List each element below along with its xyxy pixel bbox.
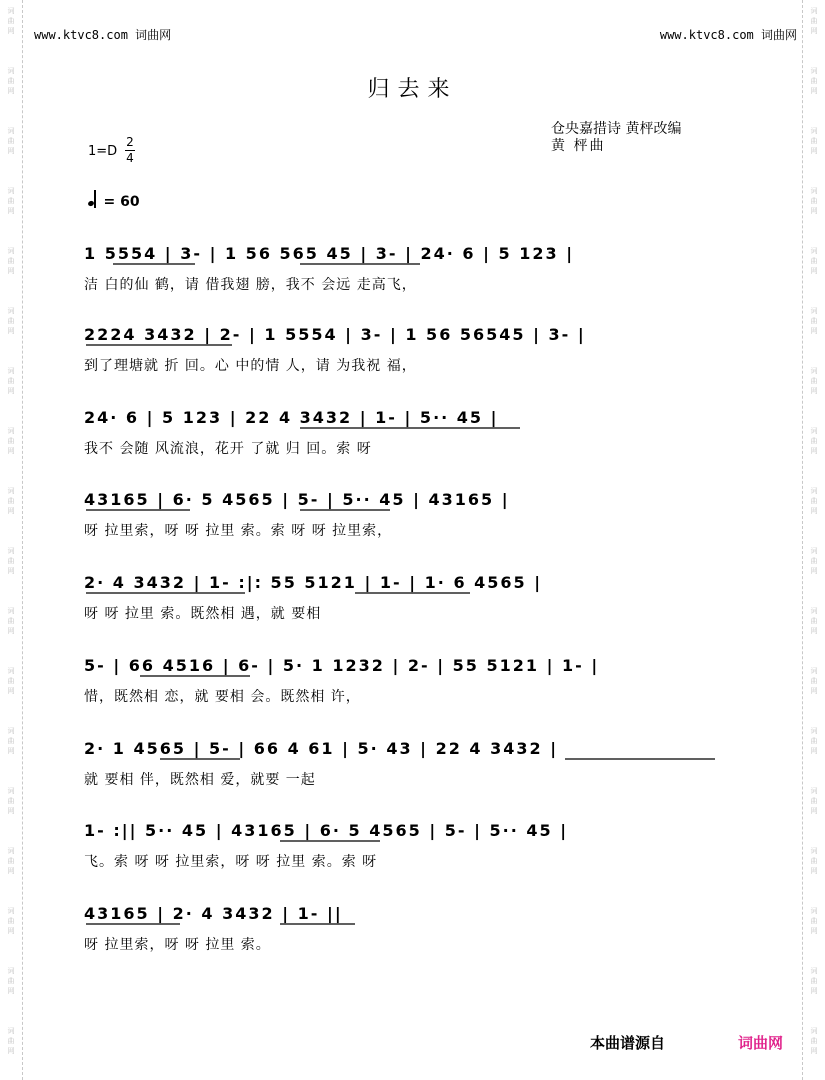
lyrics-row-3: 我不 会随 风流浪，花开 了就 归 回。索 呀 xyxy=(84,441,372,457)
side-watermark-text: 词 曲 网 xyxy=(810,607,818,635)
lyrics-row-2: 到了理塘就 折 回。心 中的情 人，请 为我祝 福， xyxy=(84,358,417,374)
footer-source-label: 本曲谱源自 xyxy=(590,1034,666,1052)
side-watermark-text: 词 曲 网 xyxy=(810,1027,818,1055)
footer-site-link[interactable]: 词曲网 xyxy=(738,1034,784,1052)
side-watermark-text: 词 曲 网 xyxy=(810,667,818,695)
lyrics-row-1: 洁 白的仙 鹤，请 借我翅 膀，我不 会远 走高飞， xyxy=(84,277,417,293)
notation-row-1: 1 5554 | 3- | 1 56 565 45 | 3- | 24· 6 | 5 123 | xyxy=(84,244,575,263)
side-watermark-text: 词 曲 网 xyxy=(7,607,15,635)
side-watermark-text: 词 曲 网 xyxy=(810,187,818,215)
side-watermark-text: 词 曲 网 xyxy=(810,247,818,275)
side-watermark-text: 词 曲 网 xyxy=(810,127,818,155)
side-watermark-text: 词 曲 网 xyxy=(810,787,818,815)
side-watermark-text: 词 曲 网 xyxy=(7,667,15,695)
side-watermark-text: 词 曲 网 xyxy=(7,7,15,35)
side-watermark-text: 词 曲 网 xyxy=(810,7,818,35)
side-watermark-text: 词 曲 网 xyxy=(810,367,818,395)
side-watermark-text: 词 曲 网 xyxy=(810,307,818,335)
lyrics-row-5: 呀 呀 拉里 索。既然相 遇，就 要相 xyxy=(84,606,322,622)
side-watermark-text: 词 曲 网 xyxy=(7,67,15,95)
lyrics-row-9: 呀 拉里索，呀 呀 拉里 索。 xyxy=(84,937,271,953)
notation-row-4: 43165 | 6· 5 4565 | 5- | 5·· 45 | 43165 | xyxy=(84,490,510,509)
side-watermark-text: 词 曲 网 xyxy=(7,727,15,755)
lyrics-row-4: 呀 拉里索，呀 呀 拉里 索。索 呀 呀 拉里索， xyxy=(84,523,393,539)
time-signature-top: 2 xyxy=(126,135,134,149)
side-watermark-text: 词 曲 网 xyxy=(810,427,818,455)
side-watermark-text: 词 曲 网 xyxy=(7,967,15,995)
side-watermark-text: 词 曲 网 xyxy=(7,127,15,155)
side-watermark-text: 词 曲 网 xyxy=(7,907,15,935)
notation-row-5: 2· 4 3432 | 1- :|: 55 5121 | 1- | 1· 6 4565 | xyxy=(84,573,543,592)
side-watermark-text: 词 曲 网 xyxy=(810,727,818,755)
side-watermark-text: 词 曲 网 xyxy=(7,487,15,515)
side-watermark-text: 词 曲 网 xyxy=(810,547,818,575)
side-watermark-text: 词 曲 网 xyxy=(7,547,15,575)
lyrics-row-8: 飞。索 呀 呀 拉里索，呀 呀 拉里 索。索 呀 xyxy=(84,854,378,870)
notation-row-2: 2224 3432 | 2- | 1 5554 | 3- | 1 56 56545 | 3- | xyxy=(84,325,586,344)
lyrics-row-6: 惜，既然相 恋，就 要相 会。既然相 许， xyxy=(84,689,361,705)
side-watermark-text: 词 曲 网 xyxy=(7,847,15,875)
notation-row-6: 5- | 66 4516 | 6- | 5· 1 1232 | 2- | 55 5121 | 1- | xyxy=(84,656,600,675)
notation-row-3: 24· 6 | 5 123 | 22 4 3432 | 1- | 5·· 45 | xyxy=(84,408,499,427)
notation-row-9: 43165 | 2· 4 3432 | 1- || xyxy=(84,904,343,923)
side-watermark-text: 词 曲 网 xyxy=(810,67,818,95)
tempo-value: = 60 xyxy=(103,194,140,210)
side-watermark-text: 词 曲 网 xyxy=(7,787,15,815)
side-watermark-text: 词 曲 网 xyxy=(810,907,818,935)
side-watermark-text: 词 曲 网 xyxy=(7,1027,15,1055)
notation-row-8: 1- :|| 5·· 45 | 43165 | 6· 5 4565 | 5- | 5·· 45 | xyxy=(84,821,569,840)
composer-credit: 黄 枰曲 xyxy=(551,138,606,154)
side-watermark-text: 词 曲 网 xyxy=(810,847,818,875)
lyrics-row-7: 就 要相 伴，既然相 爱，就要 一起 xyxy=(84,772,316,788)
notation-row-7: 2· 1 4565 | 5- | 66 4 61 | 5· 43 | 22 4 3432 | xyxy=(84,739,559,758)
side-watermark-text: 词 曲 网 xyxy=(810,967,818,995)
side-watermark-text: 词 曲 网 xyxy=(7,367,15,395)
song-title: 归去来 xyxy=(367,77,458,102)
key-signature: 1=D xyxy=(88,144,118,159)
side-watermark-text: 词 曲 网 xyxy=(7,247,15,275)
side-watermark-text: 词 曲 网 xyxy=(7,427,15,455)
header-right-url: www.ktvc8.com 词曲网 xyxy=(659,28,797,42)
lyricist-credit: 仓央嘉措诗 黄枰改编 xyxy=(551,121,682,137)
side-watermark-text: 词 曲 网 xyxy=(7,307,15,335)
side-watermark-text: 词 曲 网 xyxy=(810,487,818,515)
header-left-url: www.ktvc8.com 词曲网 xyxy=(34,28,172,42)
time-signature-bottom: 4 xyxy=(126,151,134,165)
side-watermark-text: 词 曲 网 xyxy=(7,187,15,215)
